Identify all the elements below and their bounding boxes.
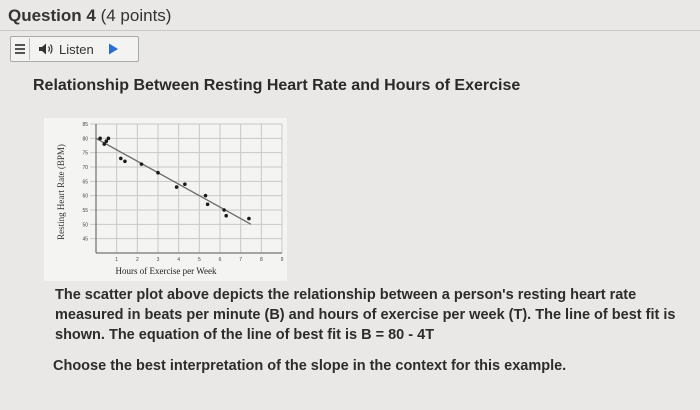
chart-ticks: [82, 122, 283, 263]
y-axis-label: Resting Heart Rate (BPM): [56, 144, 66, 240]
y-tick-label: 85: [82, 122, 88, 128]
x-tick-label: 2: [135, 257, 139, 263]
chart-axes: [96, 124, 282, 253]
question-description: The scatter plot above depicts the relationship between a person's resting heart rate measured in beats per minute (B) and hours of exercise per week (T). The line of best fit is shown. The equation of the line of best fit is B = 80 - 4T: [55, 287, 676, 343]
y-tick-label: 55: [82, 208, 88, 214]
data-point: [224, 214, 228, 218]
question-title: [8, 6, 171, 26]
y-tick-label: 60: [82, 193, 88, 200]
data-point: [206, 202, 210, 206]
y-tick-label: 75: [82, 150, 88, 157]
data-point: [222, 208, 226, 212]
data-point: [107, 137, 111, 141]
x-tick-label: 4: [177, 257, 181, 263]
x-tick-label: 5: [197, 257, 201, 263]
y-tick-label: 70: [82, 165, 88, 171]
listen-button[interactable]: Listen: [59, 41, 94, 57]
play-icon[interactable]: [108, 43, 119, 55]
x-axis-label: Hours of Exercise per Week: [115, 266, 217, 276]
header-divider: [0, 30, 700, 31]
scatter-chart: [44, 118, 287, 281]
data-points: [98, 137, 250, 221]
data-point: [247, 217, 251, 221]
x-tick-label: 9: [280, 257, 284, 263]
y-tick-label: 65: [82, 179, 88, 186]
y-tick-label: 45: [82, 236, 88, 243]
data-point: [156, 171, 160, 175]
data-point: [140, 162, 144, 166]
question-prompt: Choose the best interpretation of the slope in the context for this example.: [53, 358, 567, 374]
menu-icon[interactable]: [11, 38, 30, 60]
x-tick-label: 7: [239, 257, 243, 263]
data-point: [204, 194, 208, 198]
question-label: Question 4: [8, 6, 96, 25]
chart-svg: [44, 118, 287, 281]
x-tick-label: 8: [259, 257, 263, 263]
x-tick-label: 6: [218, 257, 222, 263]
x-tick-label: 1: [115, 257, 119, 263]
data-point: [175, 185, 179, 189]
data-point: [98, 137, 102, 141]
chart-title: Relationship Between Resting Heart Rate and Hours of Exercise: [33, 77, 521, 94]
data-point: [183, 182, 187, 186]
y-tick-label: 50: [82, 222, 88, 229]
x-tick-label: 3: [156, 257, 160, 263]
question-points: (4 points): [100, 6, 172, 25]
data-point: [119, 157, 123, 161]
speaker-icon[interactable]: [38, 42, 54, 56]
listen-toolbar: [10, 36, 139, 62]
y-tick-label: 80: [82, 136, 88, 143]
data-point: [123, 159, 127, 163]
